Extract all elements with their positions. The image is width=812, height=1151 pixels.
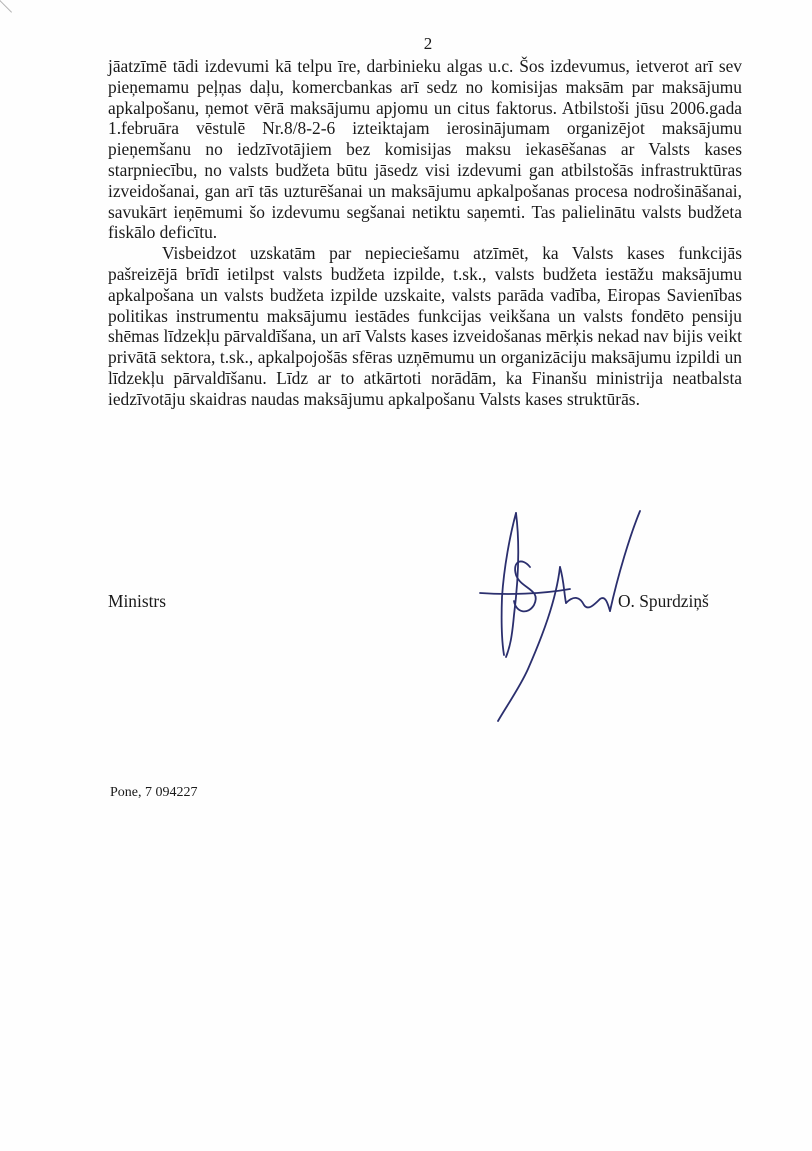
handwritten-signature: [476, 505, 648, 727]
letter-body: [108, 56, 742, 410]
body-paragraph-2: Visbeidzot uzskatām par nepieciešamu atzīmēt, ka Valsts kases funkcijās pašreizējā brīdī ietilpst valsts budžeta izpilde, t.sk., valsts budžeta iestāžu maksājumu apkalpošana un valsts budžeta izpilde uzskaite, valsts parāda vadība, Eiropas Savienības politikas instrumentu maksājumu iestādes funkcijas veikšana un valsts fondēto pensiju shēmas līdzekļu pārvaldīšana, un arī Valsts kases izveidošanas mērķis nekad nav bijis veikt privātā sektora, t.sk., apkalpojošās sfēras uzņēmumu un organizāciju maksājumu izpildi un līdzekļu pārvaldīšanu. Līdz ar to atkārtoti norādām, ka Finanšu ministrija neatbalsta iedzīvotāju skaidras naudas maksājumu apkalpošanu Valsts kases struktūrās.: [108, 243, 742, 409]
scan-corner-mark: [0, 0, 12, 24]
contact-phone: Pone, 7 094227: [110, 785, 198, 800]
page-number: 2: [423, 34, 433, 53]
signatory-title: Ministrs: [108, 591, 166, 611]
body-paragraph-1: jāatzīmē tādi izdevumi kā telpu īre, darbinieku algas u.c. Šos izdevumus, ietverot arī sev pieņemamu peļņas daļu, komercbankas arī sedz no komisijas maksām par maksājumu apkalpošanu, ņemot vērā maksājumu apjomu un citus faktorus. Atbilstoši jūsu 2006.gada 1.februāra vēstulē Nr.8/8-2-6 izteiktajam ierosinājumam organizējot maksājumu pieņemšanu no iedzīvotājiem bez komisijas maksu iekasēšanas ar Valsts kases starpniecību, no valsts budžeta būtu jāsedz visi izdevumi gan atbilstošās infrastruktūras izveidošanai, gan arī tās uzturēšanai un maksājumu apkalpošanas procesa nodrošināšanai, savukārt ieņēmumi šo izdevumu segšanai netiktu saņemti. Tas palielinātu valsts budžeta fiskālo deficītu.: [108, 56, 742, 243]
signatory-name: O. Spurdziņš: [618, 591, 709, 611]
